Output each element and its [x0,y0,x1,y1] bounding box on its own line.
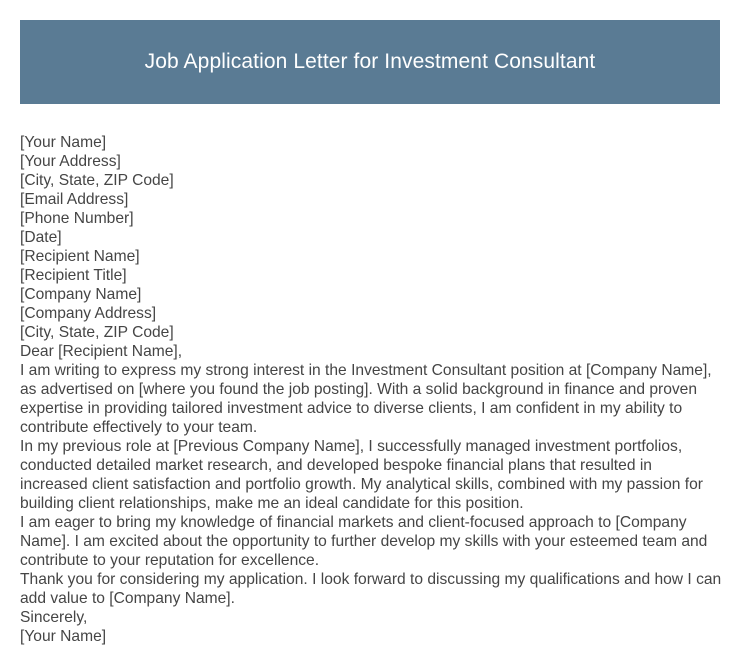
sender-name: [Your Name] [20,134,107,151]
sender-address: [Your Address] [20,153,121,170]
sender-city: [City, State, ZIP Code] [20,172,174,189]
signature-name: [Your Name] [20,628,107,645]
paragraph-motivation: I am eager to bring my knowledge of financial markets and client-focused approach to [Company Name]. I am excited about the opportunity to further develop my skills with your esteemed team and contribute to your reputation for excellence. [20,514,708,569]
recipient-title: [Recipient Title] [20,267,127,284]
paragraph-intro: I am writing to express my strong interest in the Investment Consultant position at [Company Name], as advertised on [where you found the job posting]. With a solid background in finance and proven expertise in providing tailored investment advice to diverse clients, I am confident in my ability to contribute effectively to your team. [20,362,712,436]
letter-body [20,133,722,646]
company-address: [Company Address] [20,305,157,322]
sender-phone: [Phone Number] [20,210,134,227]
salutation: Dear [Recipient Name], [20,343,183,360]
company-city: [City, State, ZIP Code] [20,324,174,341]
sender-email: [Email Address] [20,191,129,208]
letter-date: [Date] [20,229,62,246]
paragraph-thanks: Thank you for considering my application. I look forward to discussing my qualifications and how I can add value to [Company Name]. [20,571,722,607]
closing: Sincerely, [20,609,88,626]
title-banner [20,20,720,104]
page-title: Job Application Letter for Investment Consultant [144,50,596,73]
company-name: [Company Name] [20,286,142,303]
paragraph-experience: In my previous role at [Previous Company Name], I successfully managed investment portfolios, conducted detailed market research, and developed bespoke financial plans that resulted in increased client satisfaction and portfolio growth. My analytical skills, combined with my passion for building client relationships, make me an ideal candidate for this position. [20,438,703,512]
recipient-name: [Recipient Name] [20,248,140,265]
